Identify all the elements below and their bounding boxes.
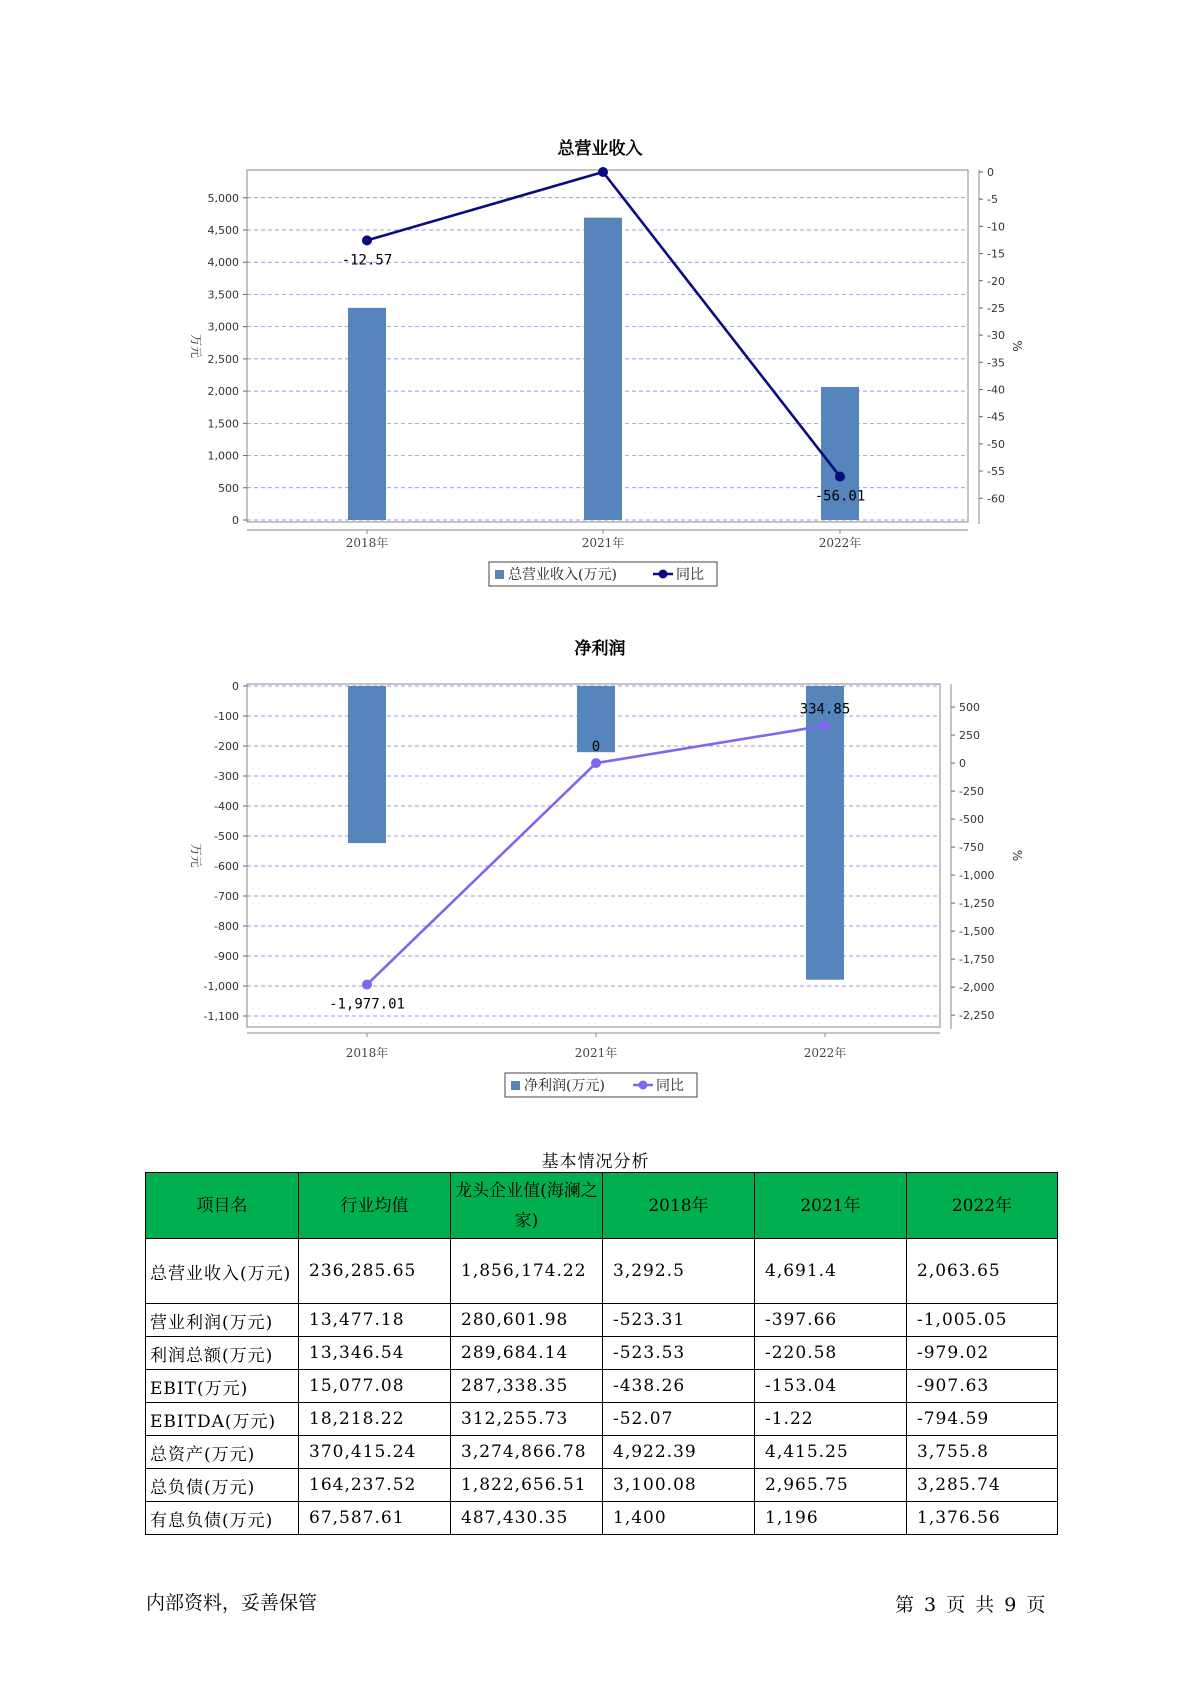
y2-tick-label: -5: [987, 193, 998, 207]
table-cell: 287,338.35: [451, 1370, 603, 1403]
y2-tick-label: -250: [959, 785, 984, 799]
y-tick-label: -400: [214, 800, 239, 813]
table-cell: 1,400: [603, 1502, 755, 1535]
table-cell: 总资产(万元): [146, 1436, 299, 1469]
table-row: [146, 1469, 1058, 1502]
table-cell: -794.59: [907, 1403, 1058, 1436]
chart-title: 净利润: [574, 639, 626, 659]
table-cell: 289,684.14: [451, 1337, 603, 1370]
data-label: -56.01: [814, 488, 866, 505]
y2-tick-label: 0: [987, 166, 994, 179]
bar: [348, 686, 386, 843]
table-row: [146, 1502, 1058, 1535]
y2-tick-label: 0: [959, 757, 966, 771]
table-cell: 4,922.39: [603, 1436, 755, 1469]
table-row: [146, 1370, 1058, 1403]
table-cell: -523.31: [603, 1304, 755, 1337]
table-row: [146, 1436, 1058, 1469]
footer-page-number: 第 3 页 共 9 页: [895, 1594, 1046, 1616]
table-cell: EBITDA(万元): [146, 1403, 299, 1436]
y-tick-label: 0: [232, 514, 239, 527]
table-cell: 4,691.4: [755, 1239, 907, 1304]
table-cell: 312,255.73: [451, 1403, 603, 1436]
basic-info-table: [145, 1172, 1058, 1535]
y-tick-label: 2,500: [207, 352, 239, 366]
y2-tick-label: -25: [987, 301, 1005, 315]
y-tick-label: -200: [214, 740, 239, 753]
y2-tick-label: -20: [987, 274, 1005, 288]
y-axis-title: 万元: [189, 333, 203, 359]
y2-tick-label: -2,250: [959, 1009, 995, 1023]
y2-tick-label: -50: [987, 437, 1005, 451]
y-tick-label: 4,000: [207, 256, 239, 270]
y-tick-label: -500: [214, 830, 239, 843]
y-tick-label: -1,100: [203, 1010, 239, 1023]
y2-tick-label: -10: [987, 220, 1005, 234]
table-cell: 280,601.98: [451, 1304, 603, 1337]
table-cell: 总营业收入(万元): [146, 1239, 299, 1304]
legend-label: 净利润(万元): [524, 1078, 605, 1094]
y2-tick-label: -35: [987, 356, 1005, 370]
table-header-row: [146, 1173, 1058, 1239]
x-tick-label: 2021年: [581, 536, 625, 550]
footer-confidential-note: 内部资料，妥善保管: [146, 1592, 318, 1614]
y-tick-label: 4,500: [207, 224, 239, 237]
net-profit-chart: [0, 630, 1191, 1100]
x-tick-label: 2021年: [574, 1046, 618, 1060]
table-cell: 总负债(万元): [146, 1469, 299, 1502]
table-cell: -907.63: [907, 1370, 1058, 1403]
yoy-point: [362, 980, 372, 990]
bar: [584, 218, 622, 520]
y2-tick-label: 500: [959, 701, 980, 715]
table-cell: 1,376.56: [907, 1502, 1058, 1535]
table-cell: 15,077.08: [299, 1370, 451, 1403]
table-cell: 67,587.61: [299, 1502, 451, 1535]
table-cell: 236,285.65: [299, 1239, 451, 1304]
y-tick-label: -100: [214, 710, 239, 723]
legend-bar-swatch: [495, 570, 504, 579]
y2-tick-label: -15: [987, 247, 1005, 261]
y2-tick-label: -60: [987, 492, 1005, 506]
y-tick-label: 1,500: [207, 417, 239, 431]
y-tick-label: -1,000: [203, 980, 239, 993]
y-tick-label: 3,000: [207, 320, 239, 334]
table-cell: -1,005.05: [907, 1304, 1058, 1337]
y-tick-label: 5,000: [207, 191, 239, 205]
y2-tick-label: -40: [987, 383, 1005, 397]
table-row: [146, 1403, 1058, 1436]
table-cell: -1.22: [755, 1403, 907, 1436]
table-cell: -979.02: [907, 1337, 1058, 1370]
y2-tick-label: -1,000: [959, 869, 995, 883]
x-tick-label: 2022年: [818, 536, 862, 550]
legend-label: 总营业收入(万元): [508, 567, 617, 583]
table-row: [146, 1304, 1058, 1337]
table-cell: 487,430.35: [451, 1502, 603, 1535]
y2-axis-title: %: [1010, 849, 1024, 862]
y2-tick-label: -1,500: [959, 925, 995, 939]
y-tick-label: 2,000: [207, 385, 239, 399]
y-tick-label: -900: [214, 950, 239, 963]
table-cell: 3,285.74: [907, 1469, 1058, 1502]
y2-tick-label: -55: [987, 465, 1005, 479]
x-tick-label: 2018年: [345, 1046, 389, 1060]
y-tick-label: 500: [218, 481, 239, 495]
table-cell: -52.07: [603, 1403, 755, 1436]
header-cell: 行业均值: [299, 1173, 451, 1239]
table-cell: 13,477.18: [299, 1304, 451, 1337]
table-cell: 1,822,656.51: [451, 1469, 603, 1502]
table-cell: 2,063.65: [907, 1239, 1058, 1304]
header-cell: 2022年: [907, 1173, 1058, 1239]
revenue-chart: [0, 130, 1191, 600]
bar: [348, 308, 386, 520]
legend-bar-swatch: [511, 1081, 520, 1090]
y2-tick-label: -45: [987, 410, 1005, 424]
table-cell: 有息负债(万元): [146, 1502, 299, 1535]
y2-tick-label: 250: [959, 729, 980, 743]
chart-title: 总营业收入: [557, 139, 643, 159]
table-cell: 370,415.24: [299, 1436, 451, 1469]
table-caption: 基本情况分析: [541, 1152, 650, 1172]
table-cell: 4,415.25: [755, 1436, 907, 1469]
header-cell: 项目名: [146, 1173, 299, 1239]
x-tick-label: 2022年: [803, 1046, 847, 1060]
y-axis-title: 万元: [189, 843, 203, 868]
legend-line-marker: [659, 570, 668, 579]
yoy-point: [591, 758, 601, 768]
y2-tick-label: -1,250: [959, 897, 995, 911]
legend-label: 同比: [656, 1078, 684, 1094]
y2-tick-label: -750: [959, 841, 984, 855]
table-cell: 3,274,866.78: [451, 1436, 603, 1469]
y-tick-label: -300: [214, 770, 239, 783]
table-cell: 3,755.8: [907, 1436, 1058, 1469]
data-label: -1,977.01: [329, 996, 405, 1013]
table-cell: 3,292.5: [603, 1239, 755, 1304]
table-row: [146, 1239, 1058, 1304]
data-label: 334.85: [799, 701, 851, 718]
table-cell: 营业利润(万元): [146, 1304, 299, 1337]
data-label: 0: [591, 739, 601, 756]
x-tick-label: 2018年: [345, 536, 389, 550]
table-cell: 1,196: [755, 1502, 907, 1535]
yoy-point: [820, 721, 830, 731]
header-cell: 2021年: [755, 1173, 907, 1239]
y-tick-label: -800: [214, 920, 239, 933]
table-cell: 利润总额(万元): [146, 1337, 299, 1370]
table-cell: 2,965.75: [755, 1469, 907, 1502]
table-row: [146, 1337, 1058, 1370]
data-label: -12.57: [341, 252, 393, 269]
legend-line-marker: [639, 1081, 648, 1090]
table-cell: 164,237.52: [299, 1469, 451, 1502]
table-cell: 13,346.54: [299, 1337, 451, 1370]
table-cell: -438.26: [603, 1370, 755, 1403]
y-tick-label: 3,500: [207, 288, 239, 302]
header-cell: 龙头企业值(海澜之家): [451, 1173, 603, 1239]
y2-axis-title: %: [1010, 340, 1024, 352]
y-tick-label: 1,000: [207, 449, 239, 463]
table-cell: EBIT(万元): [146, 1370, 299, 1403]
table-cell: 1,856,174.22: [451, 1239, 603, 1304]
y2-tick-label: -30: [987, 329, 1005, 343]
y2-tick-label: -500: [959, 813, 984, 827]
yoy-point: [362, 235, 372, 245]
table-cell: -397.66: [755, 1304, 907, 1337]
y-tick-label: -700: [214, 890, 239, 903]
y2-tick-label: -2,000: [959, 981, 995, 995]
table-cell: -153.04: [755, 1370, 907, 1403]
table-cell: -523.53: [603, 1337, 755, 1370]
table-cell: 3,100.08: [603, 1469, 755, 1502]
header-cell: 2018年: [603, 1173, 755, 1239]
y2-tick-label: -1,750: [959, 953, 995, 967]
y-tick-label: -600: [214, 860, 239, 873]
yoy-point: [598, 167, 608, 177]
table-cell: 18,218.22: [299, 1403, 451, 1436]
table-cell: -220.58: [755, 1337, 907, 1370]
y-tick-label: 0: [232, 680, 239, 693]
legend-label: 同比: [676, 567, 704, 583]
yoy-point: [835, 472, 845, 482]
